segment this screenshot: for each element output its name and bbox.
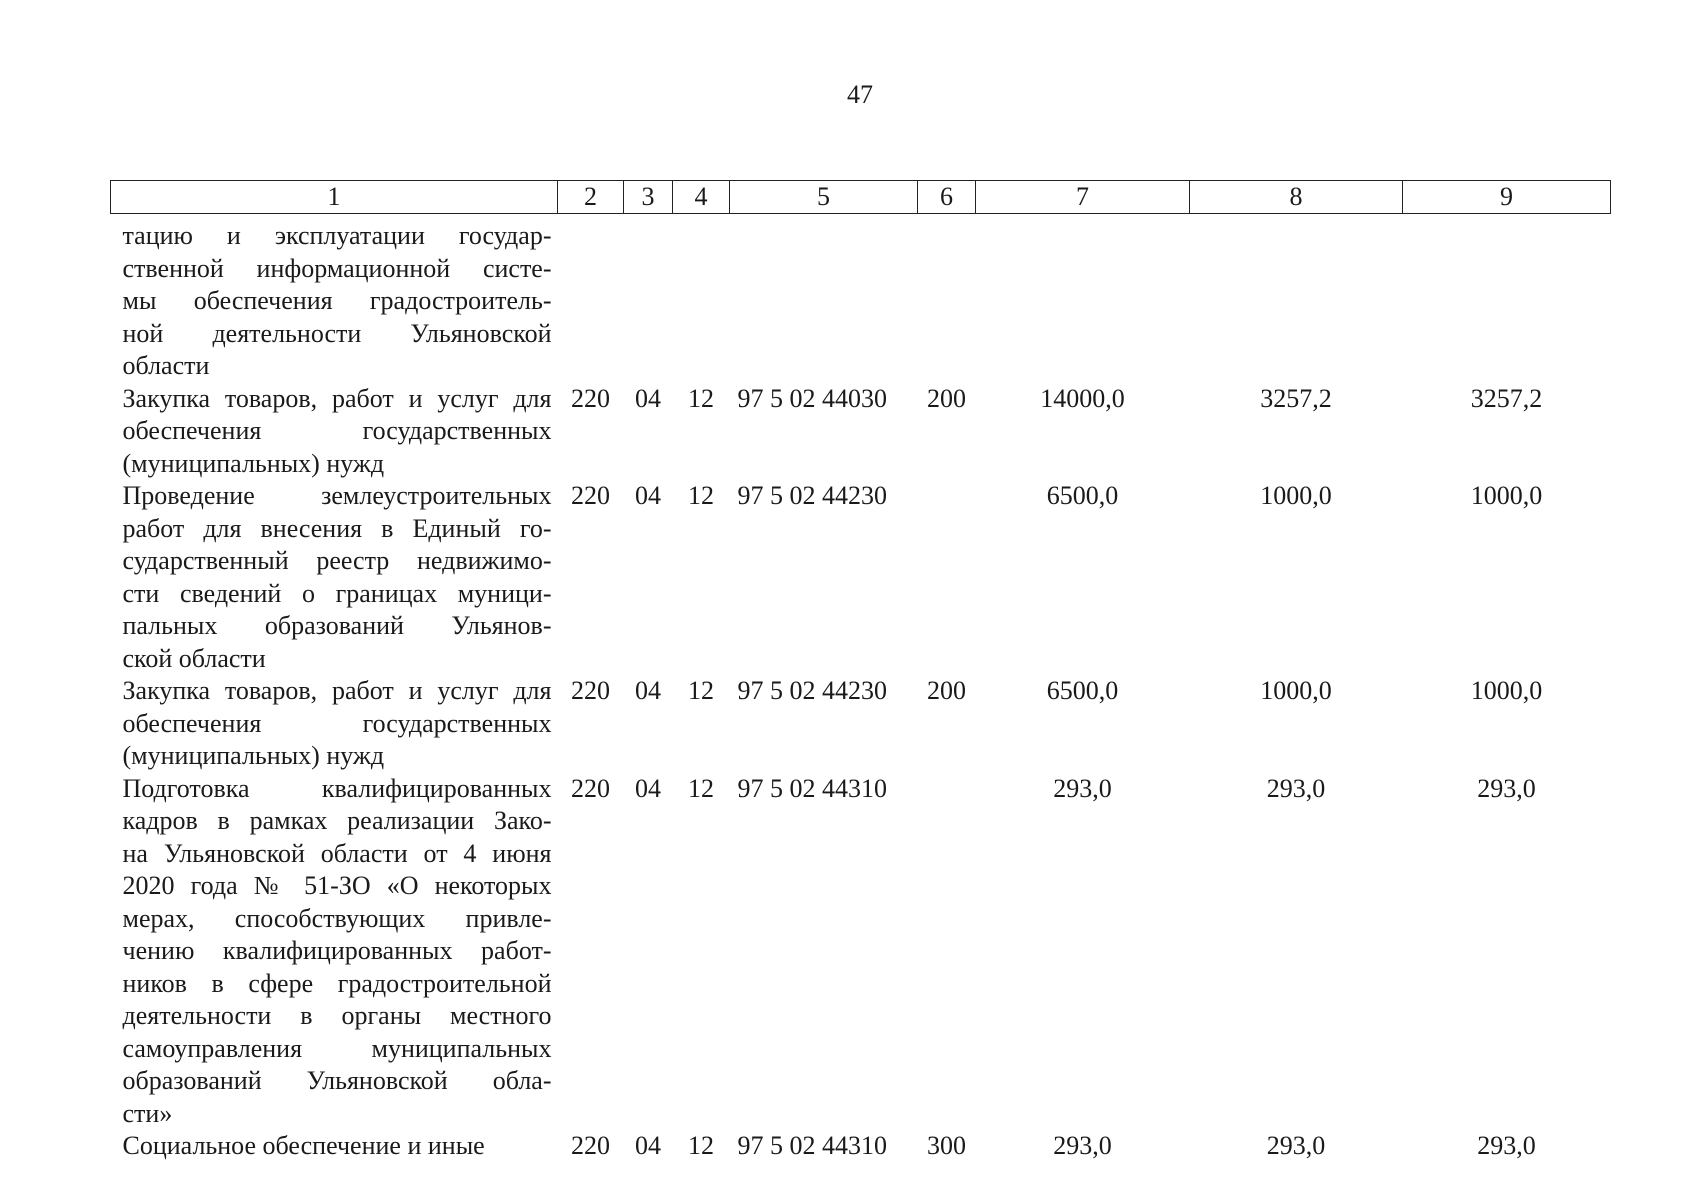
- cell-chapter-code: 04: [635, 1131, 661, 1160]
- cell-expense-type: 200: [927, 383, 966, 413]
- description-line: (муниципальных) нужд: [122, 741, 385, 770]
- cell-amount-col7: 6500,0: [1046, 481, 1119, 510]
- description-line: самоуправления муниципальных: [122, 1033, 552, 1063]
- cell-amount-col7: 293,0: [1053, 1131, 1112, 1160]
- description-line: тацию и эксплуатации государ-: [122, 221, 552, 250]
- description-line: работ для внесения в Единый го-: [122, 513, 552, 543]
- table-row: [111, 1130, 1611, 1163]
- column-header: 5: [730, 181, 918, 214]
- cell-subsection-code: 12: [688, 481, 714, 510]
- column-header: 9: [1403, 181, 1611, 214]
- cell-section-code: 220: [571, 773, 610, 803]
- cell-section-code: 220: [571, 481, 610, 510]
- cell-amount-col8: 1000,0: [1260, 481, 1332, 510]
- cell-amount-col7: 293,0: [1053, 773, 1112, 803]
- cell-expense-type: [918, 214, 976, 383]
- cell-amount-col9: 293,0: [1477, 1131, 1536, 1160]
- description-line: мы обеспечения градостроитель-: [122, 286, 552, 315]
- row-description: [111, 1130, 558, 1163]
- cell-expense-type: 300: [927, 1131, 966, 1160]
- cell-amount-col9: 1000,0: [1470, 676, 1543, 705]
- table-row: [111, 480, 1611, 675]
- cell-amount-col8: [1190, 214, 1403, 383]
- table-row: [111, 675, 1611, 773]
- cell-target-article: 97 5 02 44230: [737, 676, 887, 705]
- row-description: [111, 383, 558, 481]
- cell-target-article: 97 5 02 44030: [737, 383, 887, 413]
- description-line: ников в сфере градостроительной: [122, 968, 552, 998]
- cell-expense-type: 200: [927, 676, 966, 705]
- description-line: 2020 года № 51-ЗО «О некоторых: [122, 871, 552, 900]
- cell-amount-col9: 293,0: [1477, 773, 1536, 803]
- cell-section-code: 220: [571, 383, 610, 413]
- cell-target-article: [730, 214, 918, 383]
- description-line: мерах, способствующих привле-: [122, 903, 552, 933]
- description-line: на Ульяновской области от 4 июня: [122, 838, 552, 868]
- description-line: кадров в рамках реализации Зако-: [122, 806, 552, 835]
- description-line: ской области: [122, 643, 266, 673]
- description-line: сти сведений о границах муници-: [122, 578, 552, 608]
- description-line: Закупка товаров, работ и услуг для: [122, 676, 552, 705]
- cell-amount-col7: 6500,0: [1046, 676, 1119, 705]
- table-row: [111, 383, 1611, 481]
- page-number: 47: [847, 80, 873, 109]
- cell-amount-col7: [976, 214, 1190, 383]
- cell-subsection-code: [673, 214, 730, 383]
- cell-subsection-code: 12: [688, 676, 714, 705]
- cell-chapter-code: 04: [635, 773, 661, 803]
- cell-section-code: 220: [571, 676, 610, 705]
- description-line: (муниципальных) нужд: [122, 448, 385, 478]
- description-line: чению квалифицированных работ-: [122, 936, 552, 965]
- cell-target-article: 97 5 02 44230: [737, 481, 887, 510]
- description-line: Проведение землеустроительных: [122, 481, 552, 510]
- cell-amount-col7: 14000,0: [1040, 383, 1125, 413]
- cell-subsection-code: 12: [688, 383, 714, 413]
- cell-amount-col8: 3257,2: [1260, 383, 1332, 413]
- cell-chapter-code: 04: [635, 383, 661, 413]
- cell-chapter-code: 04: [635, 481, 661, 510]
- description-line: обеспечения государственных: [122, 416, 552, 445]
- description-line: пальных образований Ульянов-: [122, 611, 552, 640]
- table-row: [111, 214, 1611, 383]
- description-line: обеспечения государственных: [122, 708, 552, 738]
- cell-amount-col9: [1403, 214, 1611, 383]
- table-body: [111, 214, 1611, 1163]
- cell-subsection-code: 12: [688, 1131, 714, 1160]
- column-header: 4: [673, 181, 730, 214]
- cell-section-code: [558, 214, 624, 383]
- row-description: [111, 480, 558, 675]
- cell-amount-col8: 293,0: [1266, 1131, 1326, 1160]
- budget-table: [110, 180, 1611, 1163]
- description-line: образований Ульяновской обла-: [122, 1066, 552, 1095]
- description-line: сударственный реестр недвижимо-: [122, 546, 552, 575]
- cell-amount-col9: 3257,2: [1470, 383, 1543, 413]
- row-description: [111, 773, 558, 1131]
- cell-amount-col8: 293,0: [1266, 773, 1326, 803]
- cell-chapter-code: 04: [635, 676, 661, 705]
- table-header-row: [111, 181, 1611, 214]
- cell-target-article: 97 5 02 44310: [737, 773, 887, 803]
- column-header: 8: [1190, 181, 1403, 214]
- column-header: 2: [558, 181, 624, 214]
- cell-target-article: 97 5 02 44310: [737, 1131, 887, 1160]
- description-line: Подготовка квалифицированных: [122, 773, 552, 803]
- description-line: деятельности в органы местного: [122, 1001, 552, 1030]
- row-description: [111, 214, 558, 383]
- column-header: 6: [918, 181, 976, 214]
- cell-expense-type: [918, 480, 976, 675]
- table-row: [111, 773, 1611, 1131]
- description-line: ственной информационной систе-: [122, 253, 552, 283]
- description-line: ной деятельности Ульяновской: [122, 318, 552, 348]
- cell-section-code: 220: [571, 1131, 610, 1160]
- description-line: Социальное обеспечение и иные: [122, 1131, 485, 1160]
- column-header: 1: [111, 181, 558, 214]
- column-header: 3: [624, 181, 673, 214]
- description-line: Закупка товаров, работ и услуг для: [122, 383, 552, 413]
- cell-chapter-code: [624, 214, 673, 383]
- description-line: сти»: [122, 1098, 173, 1128]
- column-header: 7: [976, 181, 1190, 214]
- row-description: [111, 675, 558, 773]
- cell-amount-col8: 1000,0: [1260, 676, 1332, 705]
- description-line: области: [122, 351, 210, 380]
- cell-amount-col9: 1000,0: [1470, 481, 1543, 510]
- cell-expense-type: [918, 773, 976, 1131]
- cell-subsection-code: 12: [688, 773, 714, 803]
